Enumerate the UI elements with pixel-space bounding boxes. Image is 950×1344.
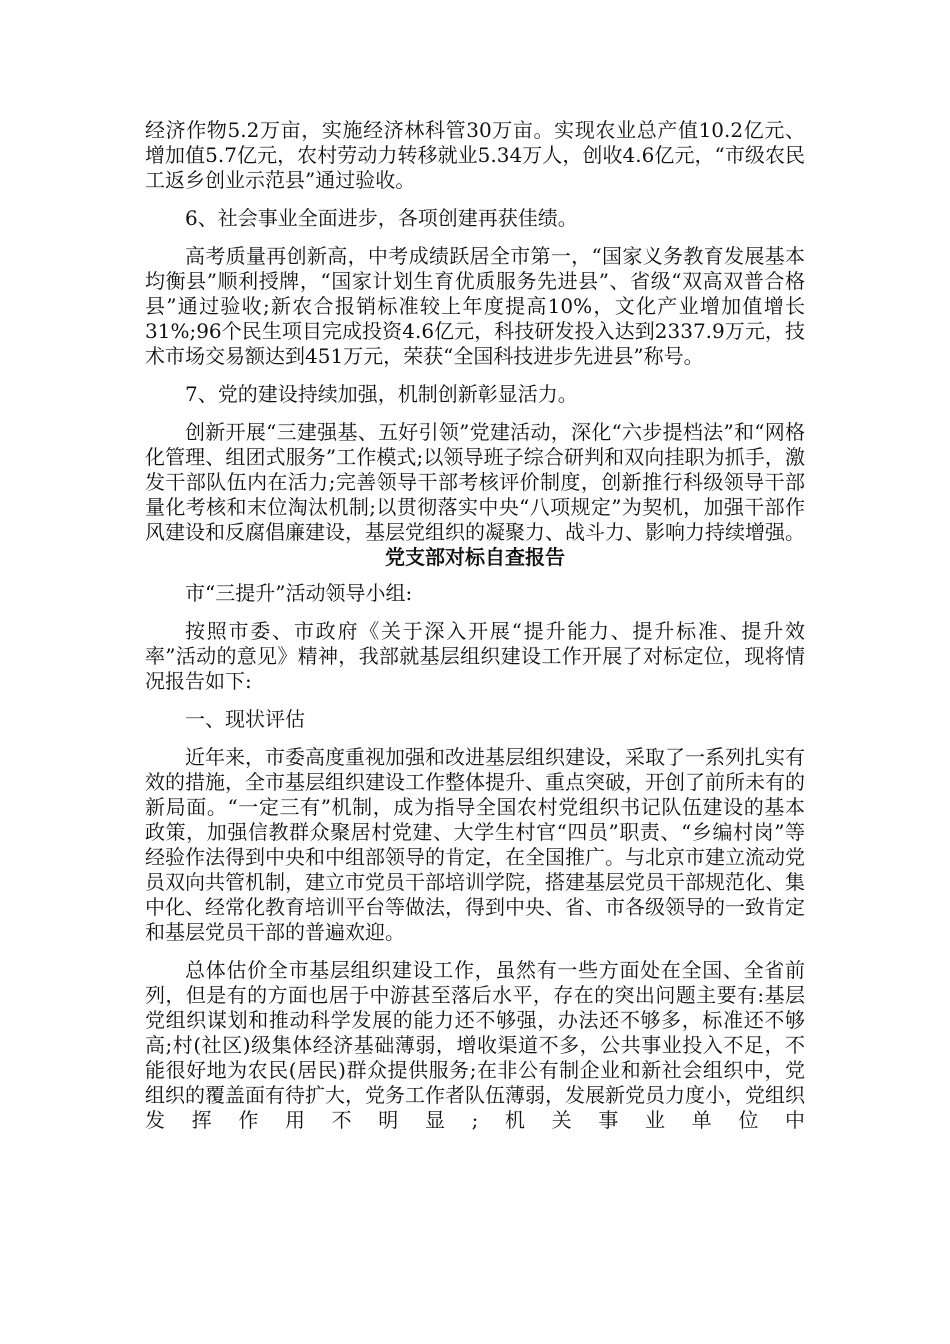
paragraph-social-undertakings: 高考质量再创新高，中考成绩跃居全市第一，“国家义务教育发展基本均衡县”顺利授牌，“国家计划生育优质服务先进县”、省级“双高双普合格县”通过验收;新农合报销标准较上年度提高10%，文化产业增加值增长31%;96个民生项目完成投资4.6亿元，科技研发投入达到2337.9万元，技术市场交易额达到451万元，荣获“全国科技进步先进县”称号。: [145, 244, 805, 368]
heading-social-undertakings: 6、社会事业全面进步，各项创建再获佳绩。: [185, 206, 578, 230]
heading-party-building: 7、党的建设持续加强，机制创新彰显活力。: [185, 382, 578, 406]
paragraph-agriculture: 经济作物5.2万亩，实施经济林科管30万亩。实现农业总产值10.2亿元、增加值5.7亿元，农村劳动力转移就业5.34万人，创收4.6亿元，“市级农民工返乡创业示范县”通过验收。: [145, 118, 805, 192]
report-title: 党支部对标自查报告: [385, 545, 565, 569]
document-page: [145, 118, 805, 1146]
paragraph-status-problems: 总体估价全市基层组织建设工作，虽然有一些方面处在全国、全省前列，但是有的方面也居于中游甚至落后水平，存在的突出问题主要有:基层党组织谋划和推动科学发展的能力还不够强，办法还不够多，标准还不够高;村(社区)级集体经济基础薄弱，增收渠道不多，公共事业投入不足，不能很好地为农民(居民)群众提供服务;在非公有制企业和新社会组织中，党组织的覆盖面有待扩大，党务工作者队伍薄弱，发展新党员力度小，党组织发挥作用不明显;机关事业单位中: [145, 958, 805, 1132]
section-heading-status: 一、现状评估: [185, 707, 305, 731]
paragraph-party-building: 创新开展“三建强基、五好引领”党建活动，深化“六步提档法”和“网格化管理、组团式服务”工作模式;以领导班子综合研判和双向挂职为抓手，激发干部队伍内在活力;完善领导干部考核评价制度，创新推行科级领导干部量化考核和末位淘汰机制;以贯彻落实中央“八项规定”为契机，加强干部作风建设和反腐倡廉建设，基层党组织的凝聚力、战斗力、影响力持续增强。: [145, 420, 805, 544]
paragraph-status-achievements: 近年来，市委高度重视加强和改进基层组织建设，采取了一系列扎实有效的措施，全市基层组织建设工作整体提升、重点突破，开创了前所未有的新局面。“一定三有”机制，成为指导全国农村党组织书记队伍建设的基本政策，加强信教群众聚居村党建、大学生村官“四员”职责、“乡编村岗”等经验作法得到中央和中组部领导的肯定，在全国推广。与北京市建立流动党员双向共管机制，建立市党员干部培训学院，搭建基层党员干部规范化、集中化、经常化教育培训平台等做法，得到中央、省、市各级领导的一致肯定和基层党员干部的普遍欢迎。: [145, 745, 805, 944]
salutation: 市“三提升”活动领导小组:: [185, 581, 413, 605]
paragraph-intro: 按照市委、市政府《关于深入开展“提升能力、提升标准、提升效率”活动的意见》精神，我部就基层组织建设工作开展了对标定位，现将情况报告如下:: [145, 619, 805, 693]
